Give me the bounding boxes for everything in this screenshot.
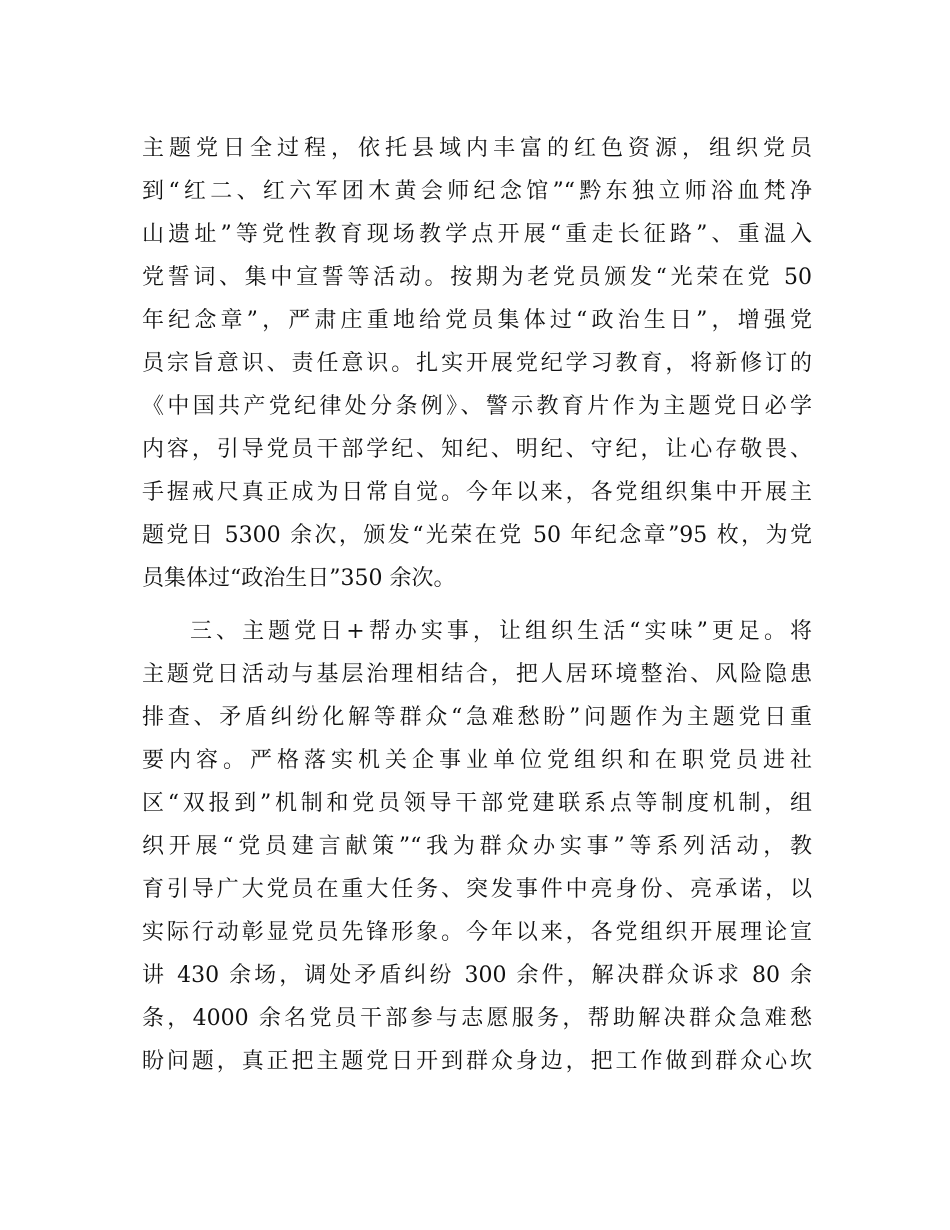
text-line: 区“双报到”机制和党员领导干部党建联系点等制度机制，组 bbox=[142, 791, 812, 816]
text-line: 织开展“党员建言献策”“我为群众办实事”等系列活动，教 bbox=[142, 834, 812, 859]
paragraph-1 bbox=[142, 127, 812, 600]
paragraph-2 bbox=[142, 610, 812, 1083]
text-line: 排查、矛盾纠纷化解等群众“急难愁盼”问题作为主题党日重 bbox=[142, 705, 812, 730]
text-line: 员宗旨意识、责任意识。扎实开展党纪学习教育，将新修订的 bbox=[142, 351, 812, 376]
text-line: 党誓词、集中宣誓等活动。按期为老党员颁发“光荣在党 50 bbox=[142, 265, 812, 290]
text-line: 手握戒尺真正成为日常自觉。今年以来，各党组织集中开展主 bbox=[142, 480, 812, 505]
text-line: 要内容。严格落实机关企事业单位党组织和在职党员进社 bbox=[142, 748, 812, 773]
text-line: 盼问题，真正把主题党日开到群众身边，把工作做到群众心坎 bbox=[142, 1049, 812, 1074]
text-line: 年纪念章”，严肃庄重地给党员集体过“政治生日”，增强党 bbox=[142, 308, 812, 333]
text-line: 三、主题党日+帮办实事，让组织生活“实味”更足。将 bbox=[190, 619, 812, 644]
text-line: 内容，引导党员干部学纪、知纪、明纪、守纪，让心存敬畏、 bbox=[142, 437, 812, 462]
text-line: 讲 430 余场，调处矛盾纠纷 300 余件，解决群众诉求 80 余 bbox=[142, 963, 812, 988]
text-line: 《中国共产党纪律处分条例》、警示教育片作为主题党日必学 bbox=[142, 394, 812, 419]
text-line: 条，4000 余名党员干部参与志愿服务，帮助解决群众急难愁 bbox=[142, 1006, 812, 1031]
text-line: 主题党日全过程，依托县域内丰富的红色资源，组织党员 bbox=[142, 136, 812, 161]
text-line: 员集体过“政治生日”350 余次。 bbox=[142, 566, 456, 591]
text-line: 到“红二、红六军团木黄会师纪念馆”“黔东独立师浴血梵净 bbox=[142, 179, 812, 204]
text-line: 育引导广大党员在重大任务、突发事件中亮身份、亮承诺，以 bbox=[142, 877, 812, 902]
text-line: 主题党日活动与基层治理相结合，把人居环境整治、风险隐患 bbox=[142, 662, 812, 687]
text-line: 山遗址”等党性教育现场教学点开展“重走长征路”、重温入 bbox=[142, 222, 812, 247]
text-line: 实际行动彰显党员先锋形象。今年以来，各党组织开展理论宣 bbox=[142, 920, 812, 945]
text-line: 题党日 5300 余次，颁发“光荣在党 50 年纪念章”95 枚，为党 bbox=[142, 523, 812, 548]
